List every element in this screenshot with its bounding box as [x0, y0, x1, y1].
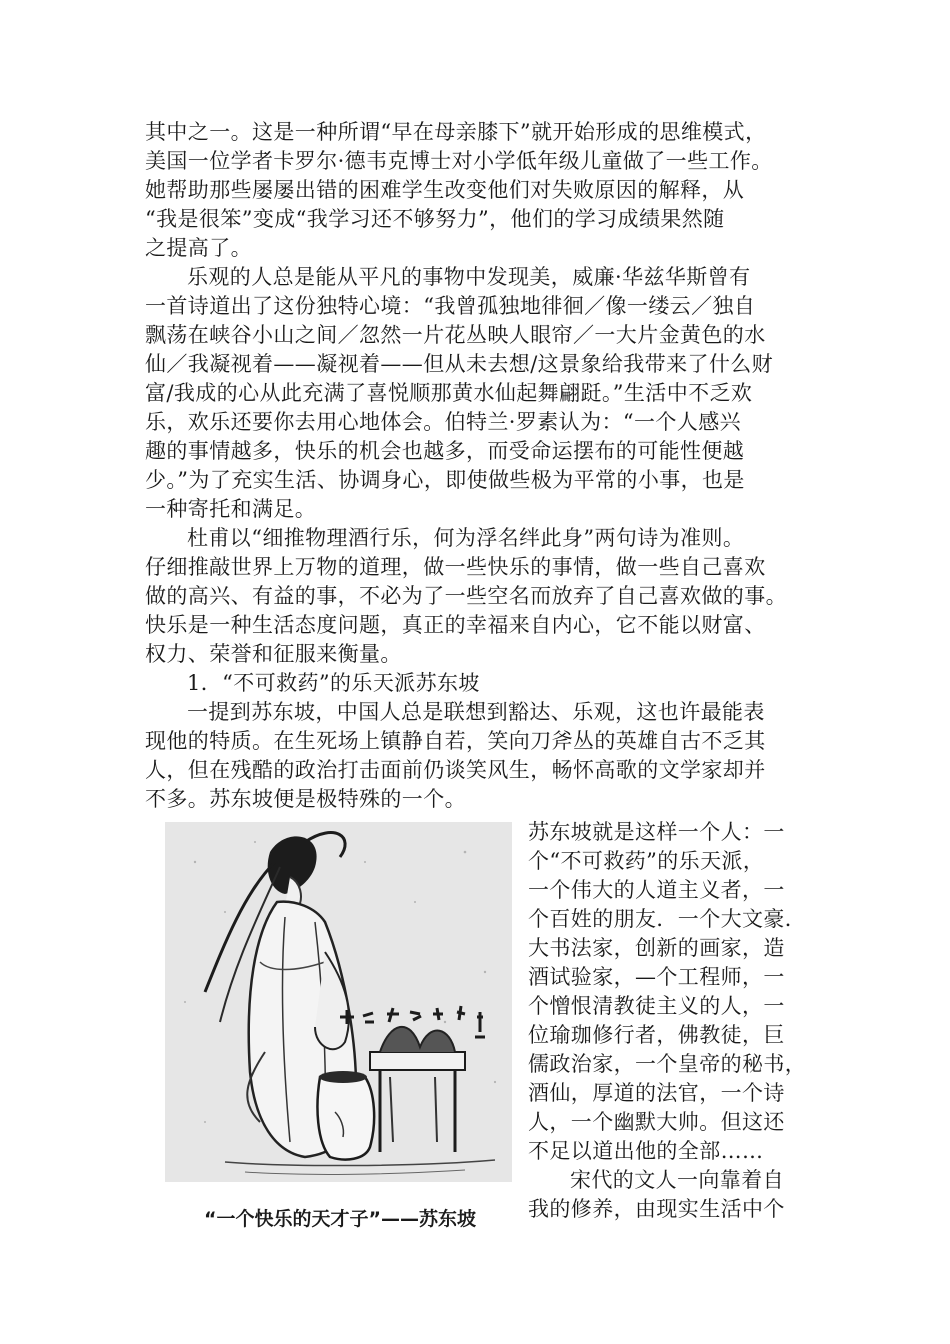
- paragraph-line: 人，但在残酷的政治打击面前仍谈笑风生，畅怀高歌的文学家却并: [145, 758, 766, 782]
- ink-sketch-portrait-icon: [165, 822, 512, 1182]
- paragraph-line: 个百姓的朋友．一个大文豪．: [528, 907, 807, 931]
- paragraph-line: 宋代的文人一向靠着自: [570, 1168, 784, 1192]
- paragraph-line: 酒试验家，—个工程师，一: [528, 965, 785, 989]
- figure-caption: “一个快乐的天才子”——苏东坡: [204, 1208, 476, 1230]
- paragraph-line: 一个伟大的人道主义者，一: [528, 878, 785, 902]
- paragraph-line: 现他的特质。在生死场上镇静自若，笑向刀斧丛的英雄自古不乏其: [145, 729, 766, 753]
- paragraph-line: 仔细推敲世界上万物的道理，做一些快乐的事情，做一些自己喜欢: [145, 555, 766, 579]
- paragraph-line: 人，一个幽默大帅。但这还: [528, 1110, 785, 1134]
- paragraph-line: 位瑜珈修行者，佛教徒，巨: [528, 1023, 785, 1047]
- paragraph-line: 少。”为了充实生活、协调身心，即使做些极为平常的小事，也是: [145, 468, 745, 492]
- paragraph-line: 仙／我凝视着——凝视着——但从未去想/这景象给我带来了什么财: [145, 352, 774, 376]
- paragraph-line: 一提到苏东坡，中国人总是联想到豁达、乐观，这也许最能表: [187, 700, 765, 724]
- paragraph-line: 不足以道出他的全部……: [528, 1139, 764, 1163]
- paragraph-line: 她帮助那些屡屡出错的困难学生改变他们对失败原因的解释，从: [145, 178, 745, 202]
- paragraph-line: 做的高兴、有益的事，不必为了一些空名而放弃了自己喜欢做的事。: [145, 584, 787, 608]
- paragraph-line: 个憎恨清教徒主义的人，一: [528, 994, 785, 1018]
- paragraph-line: 飘荡在峡谷小山之间／忽然一片花丛映人眼帘／一大片金黄色的水: [145, 323, 766, 347]
- paragraph-line: 美国一位学者卡罗尔·德韦克博士对小学低年级儿童做了一些工作。: [145, 149, 773, 173]
- paragraph-line: 乐，欢乐还要你去用心地体会。伯特兰·罗素认为：“一个人感兴: [145, 410, 742, 434]
- section-heading: 1．“不可救药”的乐天派苏东坡: [187, 671, 480, 695]
- paragraph-line: 酒仙，厚道的法官，一个诗: [528, 1081, 785, 1105]
- paragraph-line: 儒政治家，一个皇帝的秘书，: [528, 1052, 807, 1076]
- paragraph-line: 权力、荣誉和征服来衡量。: [145, 642, 402, 666]
- portrait-illustration: [165, 822, 512, 1182]
- paragraph-line: 快乐是一种生活态度问题，真正的幸福来自内心，它不能以财富、: [145, 613, 766, 637]
- paragraph-line: 其中之一。这是一种所谓“早在母亲膝下”就开始形成的思维模式，: [145, 120, 767, 144]
- paragraph-line: 一种寄托和满足。: [145, 497, 317, 521]
- paragraph-line: 不多。苏东坡便是极特殊的一个。: [145, 787, 466, 811]
- paragraph-line: 大书法家，创新的画家，造: [528, 936, 785, 960]
- paragraph-line: 乐观的人总是能从平凡的事物中发现美，威廉·华兹华斯曾有: [187, 265, 751, 289]
- paragraph-line: 一首诗道出了这份独特心境：“我曾孤独地徘徊／像一缕云／独自: [145, 294, 756, 318]
- paragraph-line: 趣的事情越多，快乐的机会也越多，而受命运摆布的可能性便越: [145, 439, 745, 463]
- paragraph-line: “我是很笨”变成“我学习还不够努力”，他们的学习成绩果然随: [145, 207, 725, 231]
- paragraph-line: 富/我成的心从此充满了喜悦顺那黄水仙起舞翩跹。”生活中不乏欢: [145, 381, 753, 405]
- paragraph-line: 我的修养，由现实生活中个: [528, 1197, 785, 1221]
- paragraph-line: 个“不可救药”的乐天派，: [528, 849, 765, 873]
- paragraph-line: 苏东坡就是这样一个人：一: [528, 820, 785, 844]
- paragraph-line: 之提高了。: [145, 236, 252, 260]
- paragraph-line: 杜甫以“细推物理酒行乐，何为浮名绊此身”两句诗为准则。: [187, 526, 745, 550]
